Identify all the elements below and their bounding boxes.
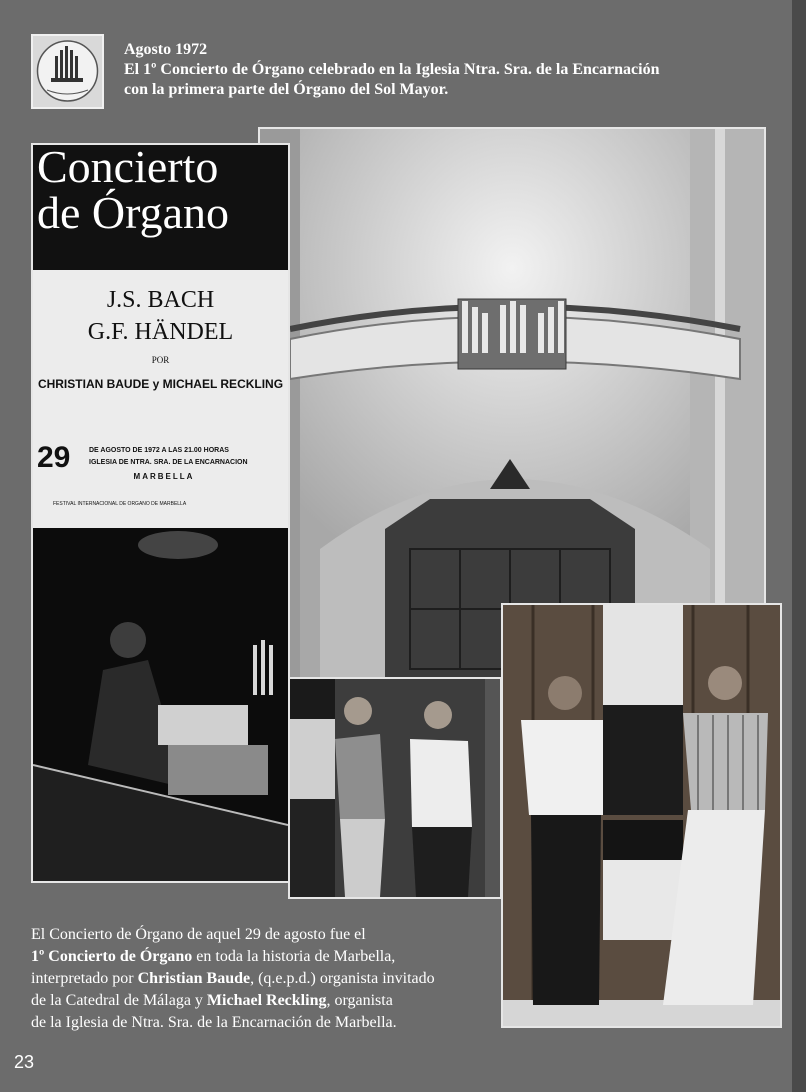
header-title-line1: El 1º Concierto de Órgano celebrado en la Iglesia Ntra. Sra. de la Encarnación [124, 61, 660, 78]
concert-poster-photo [31, 143, 290, 883]
page-header [124, 40, 764, 100]
page-caption [31, 924, 501, 1034]
caption-text-1: El Concierto de Órgano de aquel 29 de agosto fue el [31, 926, 366, 943]
musicians-photo [288, 677, 502, 899]
caption-line1 [31, 924, 501, 946]
poster-venue: IGLESIA DE NTRA. SRA. DE LA ENCARNACION [89, 459, 248, 466]
poster-date-line: DE AGOSTO DE 1972 A LAS 21.00 HORAS [89, 447, 229, 454]
pro-organo-logo [31, 34, 104, 109]
page-number: 23 [14, 1052, 35, 1072]
organists-doorway-photo [501, 603, 782, 1028]
header-date: Agosto 1972 [124, 41, 208, 58]
poster-por: POR [151, 355, 170, 365]
poster-composer-bach: J.S. BACH [106, 287, 215, 313]
caption-line3 [31, 968, 501, 990]
poster-day: 29 [37, 441, 71, 474]
header-title-line2: con la primera parte del Órgano del Sol Mayor. [124, 81, 449, 98]
poster-title-line1: Concierto [37, 143, 219, 192]
organ-pipes-logo-icon [33, 36, 102, 107]
caption-line5 [31, 1012, 501, 1034]
poster-title-line2: de Órgano [37, 187, 230, 238]
poster-organizer: FESTIVAL INTERNACIONAL DE ORGANO DE MARBELLA [53, 501, 187, 507]
poster-performers: CHRISTIAN BAUDE y MICHAEL RECKLING [37, 377, 284, 391]
caption-text-9: , organista [326, 992, 393, 1009]
caption-text-4: interpretado por [31, 970, 138, 987]
caption-line2 [31, 946, 501, 968]
caption-line4 [31, 990, 501, 1012]
caption-bold-michael-reckling: Michael Reckling [206, 992, 327, 1009]
caption-text-6: , (q.e.p.d.) organista invitado [250, 970, 435, 987]
caption-text-10: de la Iglesia de Ntra. Sra. de la Encarnación de Marbella. [31, 1014, 397, 1031]
page-edge-shadow [792, 0, 806, 1092]
caption-bold-first-concert: 1º Concierto de Órgano [31, 948, 193, 965]
poster-composer-handel: G.F. HÄNDEL [87, 319, 234, 345]
caption-text-7: de la Catedral de Málaga y [31, 992, 207, 1009]
caption-text-3: en toda la historia de Marbella, [192, 948, 396, 965]
caption-bold-christian-baude: Christian Baude [137, 970, 251, 987]
poster-city: MARBELLA [133, 472, 195, 481]
